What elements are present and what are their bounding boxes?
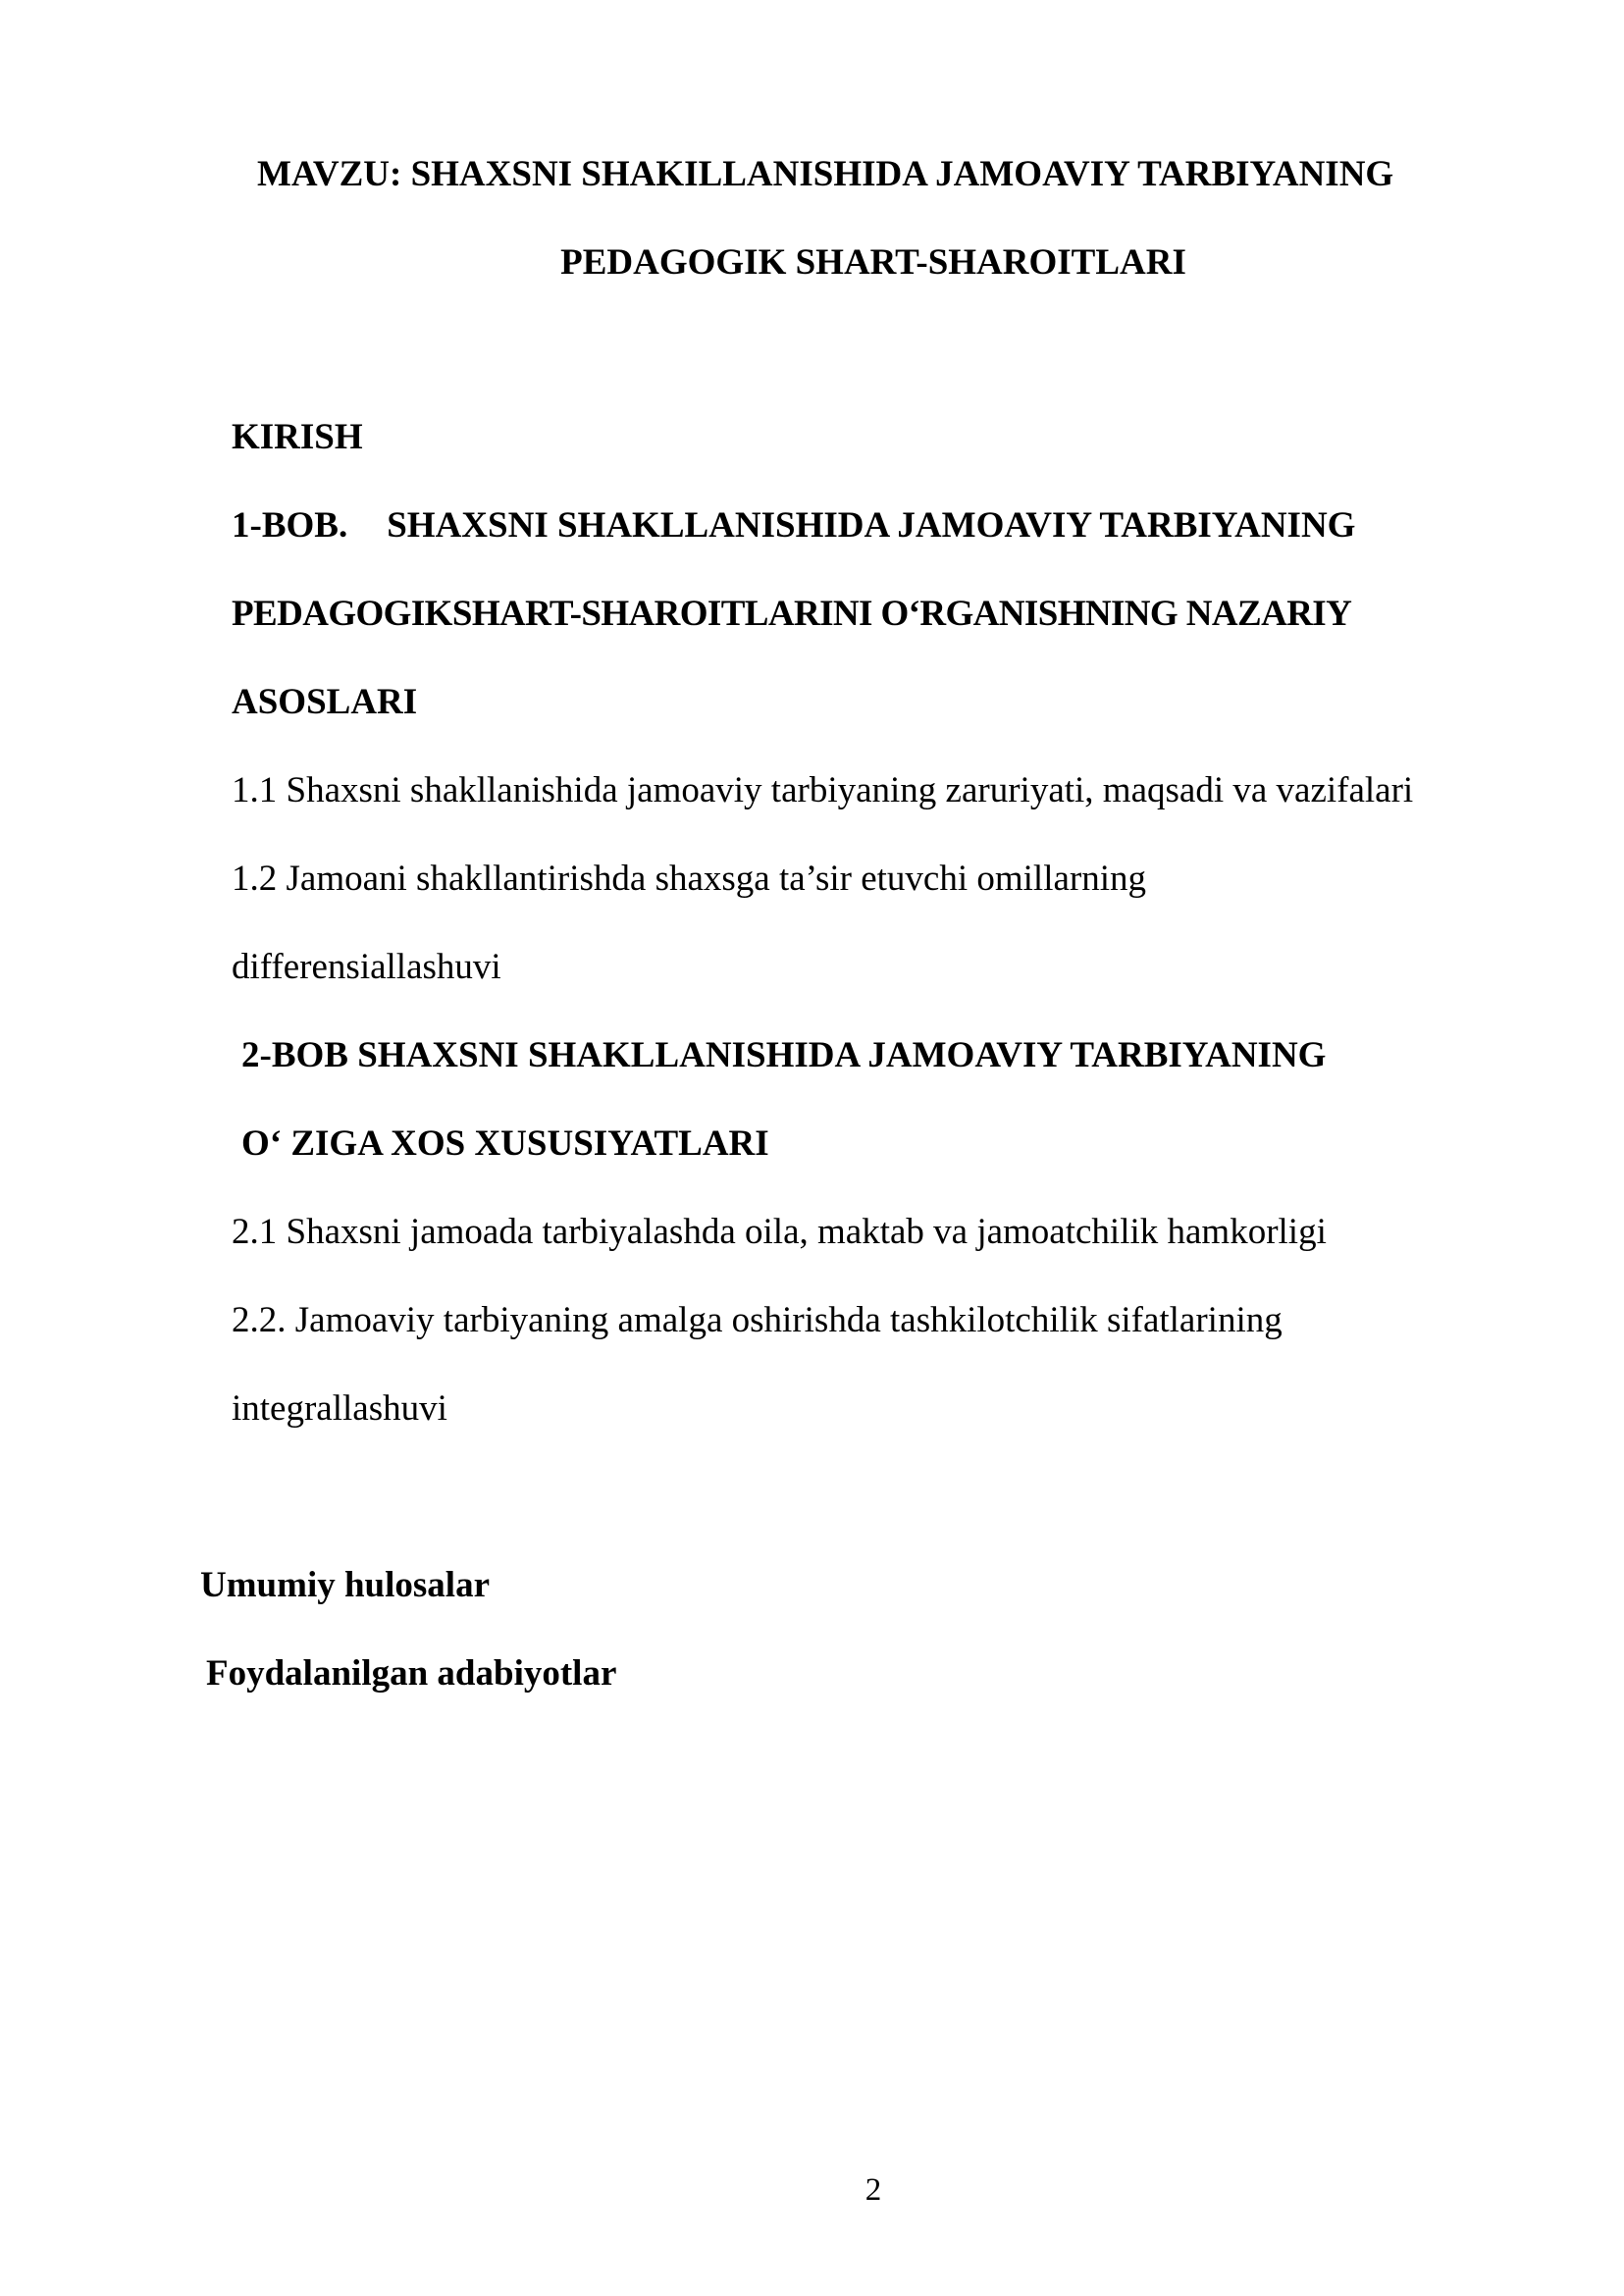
toc-section-2-1: 2.1 Shaxsni jamoada tarbiyalashda oila, maktab va jamoatchilik hamkorligi <box>232 1212 1327 1252</box>
toc-chapter-2-line-2: O‘ ZIGA XOS XUSUSIYATLARI <box>241 1123 769 1164</box>
toc-chapter-1-line-1 <box>232 504 1355 548</box>
toc-section-2-2-line-2: integrallashuvi <box>232 1388 447 1429</box>
toc-conclusions: Umumiy hulosalar <box>200 1565 491 1605</box>
toc-chapter-1-title: SHAXSNI SHAKLLANISHIDA JAMOAVIY TARBIYANING <box>387 505 1356 546</box>
page-number: 2 <box>864 2172 882 2208</box>
toc-section-1-2-line-1: 1.2 Jamoani shakllantirishda shaxsga ta’sir etuvchi omillarning <box>232 859 1147 899</box>
toc-section-1-2-line-2: differensiallashuvi <box>232 947 501 987</box>
toc-chapter-2-line-1: 2-BOB SHAXSNI SHAKLLANISHIDA JAMOAVIY TARBIYANING <box>241 1035 1327 1075</box>
toc-section-1-1: 1.1 Shaxsni shakllanishida jamoaviy tarbiyaning zaruriyati, maqsadi va vazifalari <box>232 770 1414 810</box>
toc-chapter-1-line-3: ASOSLARI <box>232 682 418 722</box>
toc-chapter-1-number: 1-BOB. <box>232 505 348 546</box>
toc-references: Foydalanilgan adabiyotlar <box>206 1653 617 1694</box>
toc-section-2-2-line-1: 2.2. Jamoaviy tarbiyaning amalga oshirishda tashkilotchilik sifatlarining <box>232 1300 1283 1340</box>
document-title-line-2: PEDAGOGIK SHART-SHAROITLARI <box>560 242 1186 283</box>
document-title-line-1: MAVZU: SHAXSNI SHAKILLANISHIDA JAMOAVIY TARBIYANING <box>257 154 1394 194</box>
toc-chapter-1-line-2: PEDAGOGIKSHART-SHAROITLARINI O‘RGANISHNING NAZARIY <box>232 594 1352 634</box>
toc-kirish: KIRISH <box>232 417 363 457</box>
